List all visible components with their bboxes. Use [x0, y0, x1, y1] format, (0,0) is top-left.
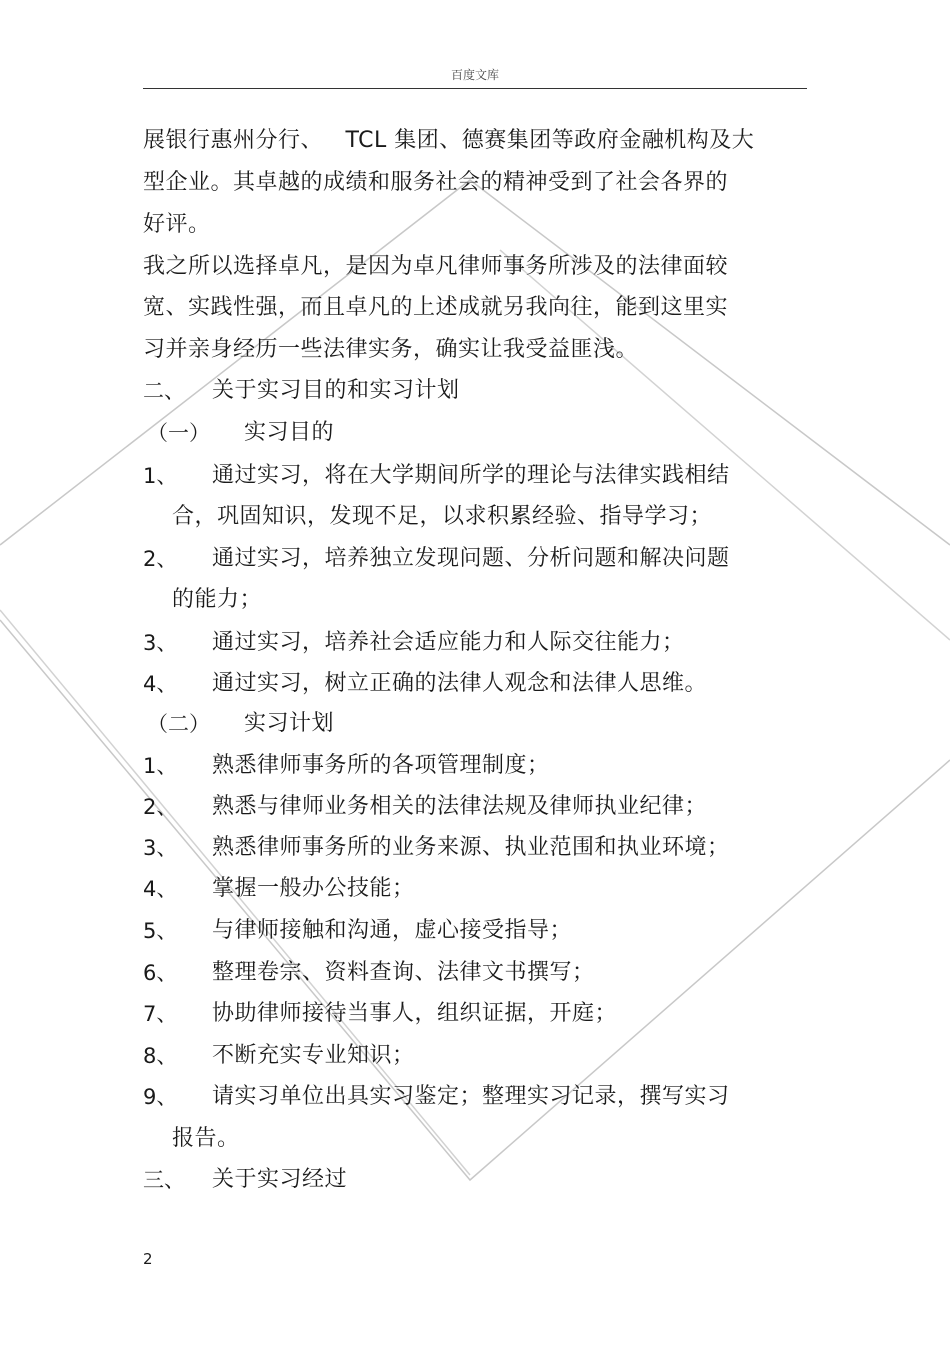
intro-line-5: 宽、实践性强，而且卓凡的上述成就另我向往，能到这里实	[143, 295, 729, 320]
page-header	[143, 66, 807, 89]
plan-8-number: 8、	[143, 1044, 178, 1068]
plan-9-text: 请实习单位出具实习鉴定；整理实习记录，撰写实习	[212, 1084, 730, 1109]
header-title: 百度文库	[450, 68, 499, 82]
goal-3-number: 3、	[143, 631, 178, 655]
plan-3-text: 熟悉律师事务所的业务来源、执业范围和执业环境；	[212, 835, 730, 860]
subsection-2-number: （二）	[147, 712, 210, 736]
plan-4-number: 4、	[143, 877, 178, 901]
section-3-heading: 关于实习经过	[212, 1167, 348, 1192]
plan-7-text: 协助律师接待当事人，组织证据，开庭；	[212, 1001, 618, 1026]
intro-line-1: 展银行惠州分行、 TCL 集团、德赛集团等政府金融机构及大	[143, 128, 755, 153]
goal-1-text: 通过实习，将在大学期间所学的理论与法律实践相结	[212, 463, 730, 488]
goal-2-continuation: 的能力；	[172, 587, 263, 612]
intro-line-6: 习并亲身经历一些法律实务，确实让我受益匪浅。	[143, 337, 639, 362]
plan-7-number: 7、	[143, 1002, 178, 1026]
subsection-2-heading: 实习计划	[244, 711, 335, 736]
plan-9-number: 9、	[143, 1085, 178, 1109]
goal-4-number: 4、	[143, 672, 178, 696]
section-2-number: 二、	[143, 379, 185, 403]
intro-line-4: 我之所以选择卓凡，是因为卓凡律师事务所涉及的法律面较	[143, 254, 729, 279]
plan-9-continuation: 报告。	[172, 1126, 240, 1151]
plan-1-text: 熟悉律师事务所的各项管理制度；	[212, 753, 550, 778]
goal-2-number: 2、	[143, 547, 178, 571]
section-3-number: 三、	[143, 1168, 185, 1192]
plan-2-number: 2、	[143, 795, 178, 819]
plan-6-number: 6、	[143, 961, 178, 985]
subsection-1-number: （一）	[147, 421, 210, 445]
plan-2-text: 熟悉与律师业务相关的法律法规及律师执业纪律；	[212, 794, 708, 819]
plan-5-number: 5、	[143, 919, 178, 943]
goal-3-text: 通过实习，培养社会适应能力和人际交往能力；	[212, 630, 685, 655]
subsection-1-heading: 实习目的	[244, 420, 335, 445]
page-number: 2	[143, 1250, 153, 1268]
section-2-heading: 关于实习目的和实习计划	[212, 378, 460, 403]
goal-2-text: 通过实习，培养独立发现问题、分析问题和解决问题	[212, 546, 730, 571]
goal-1-continuation: 合，巩固知识，发现不足，以求积累经验、指导学习；	[172, 504, 713, 529]
plan-4-text: 掌握一般办公技能；	[212, 876, 415, 901]
plan-1-number: 1、	[143, 754, 178, 778]
intro-line-3: 好评。	[143, 212, 211, 237]
goal-1-number: 1、	[143, 464, 178, 488]
plan-5-text: 与律师接触和沟通，虚心接受指导；	[212, 918, 573, 943]
plan-3-number: 3、	[143, 836, 178, 860]
intro-line-2: 型企业。其卓越的成绩和服务社会的精神受到了社会各界的	[143, 170, 729, 195]
goal-4-text: 通过实习，树立正确的法律人观念和法律人思维。	[212, 671, 708, 696]
plan-6-text: 整理卷宗、资料查询、法律文书撰写；	[212, 960, 595, 985]
plan-8-text: 不断充实专业知识；	[212, 1043, 415, 1068]
